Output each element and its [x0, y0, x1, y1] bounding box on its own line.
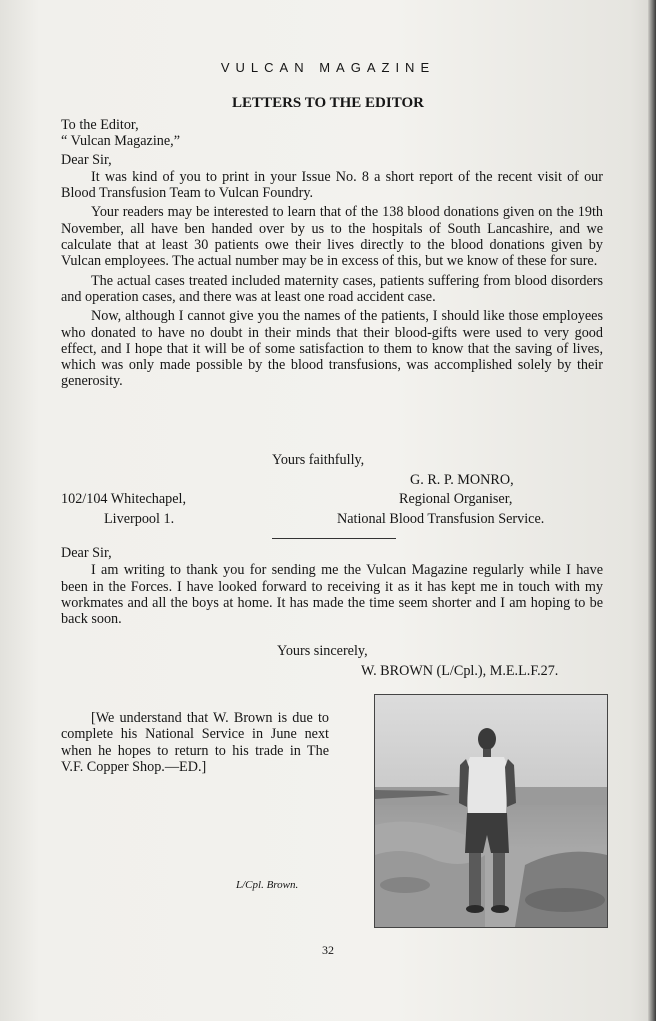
letter-paragraph: I am writing to thank you for sending me the Vulcan Magazine regularly while I have been in the Forces. I have looked forward to receiving it as it has kept me in touch with my workmates and all the boys at home. It has made the time seem shorter and I am hoping to be back soon.	[61, 562, 603, 628]
portrait-photo	[374, 694, 608, 928]
editor-note: [We understand that W. Brown is due to complete his National Service in June next when he hopes to return to his trade in The V.F. Copper Shop.—ED.]	[61, 710, 329, 775]
photo-caption: L/Cpl. Brown.	[236, 879, 299, 891]
letter-paragraph: The actual cases treated included maternity cases, patients suffering from blood disorders and operation cases, and there was at least one road accident case.	[61, 272, 603, 305]
salutation-line: To the Editor,	[61, 117, 139, 133]
letter-two	[61, 545, 603, 630]
letter-divider	[272, 538, 396, 539]
page-number: 32	[322, 943, 334, 957]
signer-title: Regional Organiser,	[399, 491, 513, 507]
signer-name: G. R. P. MONRO,	[410, 472, 514, 488]
signer-name: W. BROWN (L/Cpl.), M.E.L.F.27.	[361, 663, 559, 679]
masthead: VULCAN MAGAZINE	[220, 60, 436, 75]
page-heading: LETTERS TO THE EDITOR	[232, 95, 424, 111]
soldier-on-beach-photo	[375, 695, 607, 927]
salutation-line: “ Vulcan Magazine,”	[61, 133, 181, 150]
address-line: 102/104 Whitechapel,	[61, 491, 187, 507]
letter-paragraph: Now, although I cannot give you the names of the patients, I should like those employees who donated to have no doubt in their minds that their blood-gifts were used to very good effect, and I hope that it will be of some satisfaction to them to know that the saving of lives, which was only made possible by the blood transfusions, was accomplished solely by their generosity.	[61, 308, 603, 390]
page-spine-shadow	[648, 0, 656, 1021]
salutation-line: Dear Sir,	[61, 545, 112, 561]
signer-organisation: National Blood Transfusion Service.	[337, 511, 545, 527]
letter-closing: Yours faithfully,	[272, 452, 365, 468]
letter-paragraph: Your readers may be interested to learn that of the 138 blood donations given on the 19th November, all have ben handed over by us to the hospitals of South Lancashire, and we calculate that at least 30 patients owe their lives directly to the blood donations given by Vulcan employees. The actual number may be in excess of this, but we know of these for sure.	[61, 204, 603, 270]
letter-closing: Yours sincerely,	[277, 643, 368, 659]
address-line: Liverpool 1.	[104, 511, 175, 527]
salutation-line: Dear Sir,	[61, 151, 112, 168]
letter-paragraph: It was kind of you to print in your Issue No. 8 a short report of the recent visit of our Blood Transfusion Team to Vulcan Foundry.	[61, 168, 603, 202]
letter-one	[61, 117, 603, 393]
